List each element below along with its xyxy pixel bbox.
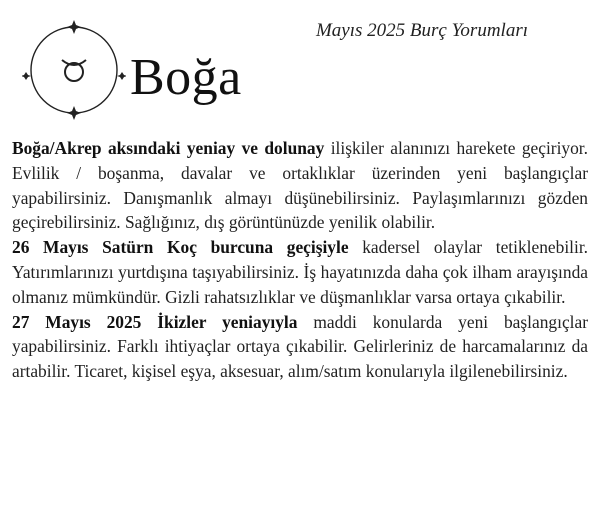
paragraph-3 — [12, 310, 588, 384]
paragraph-3-lead: 27 Mayıs 2025 İkizler yeniayıyla — [12, 311, 298, 332]
paragraph-2 — [12, 235, 588, 309]
paragraph-1 — [12, 136, 588, 235]
paragraph-2-text: kadersel olaylar tetiklenebilir. Yatırımlarınızı yurtdışına taşıyabilirsiniz. İş hayatınızda daha çok ilham arayışında olmanız mümkündür. Gizli rahatsızlıklar ve düşmanlıklar varsa ortaya çıkabilir. — [12, 237, 588, 307]
article-body — [12, 136, 588, 384]
paragraph-2-lead: 26 Mayıs Satürn Koç burcuna geçişiyle — [12, 237, 349, 258]
page-title: Boğa — [130, 49, 242, 106]
paragraph-1-lead: Boğa/Akrep aksındaki yeniay ve dolunay — [12, 138, 325, 158]
paragraph-3-text: maddi konularda yeni başlangıçlar yapabilirsiniz. Farklı ihtiyaçlar ortaya çıkabilir. Gelirleriniz de harcamalarınız da artabilir. Ticaret, kişisel eşya, aksesuar, alım/satım konularıyla ilgilenebilirsiniz. — [12, 311, 589, 382]
paragraph-1-text: ilişkiler alanınızı harekete geçiriyor. Evlilik / boşanma, davalar ve ortaklıklar üzerinden yeni başlangıçlar yapabilirsiniz. Danışmanlık almayı düşünebilirsiniz. Paylaşımlarınızı gözden geçirebilirsiniz. Sağlığınız, dış görüntünüzde yenilik olabilir. — [12, 138, 588, 233]
taurus-zodiac-icon — [22, 18, 126, 122]
page-subtitle: Mayıs 2025 Burç Yorumları — [315, 20, 528, 41]
